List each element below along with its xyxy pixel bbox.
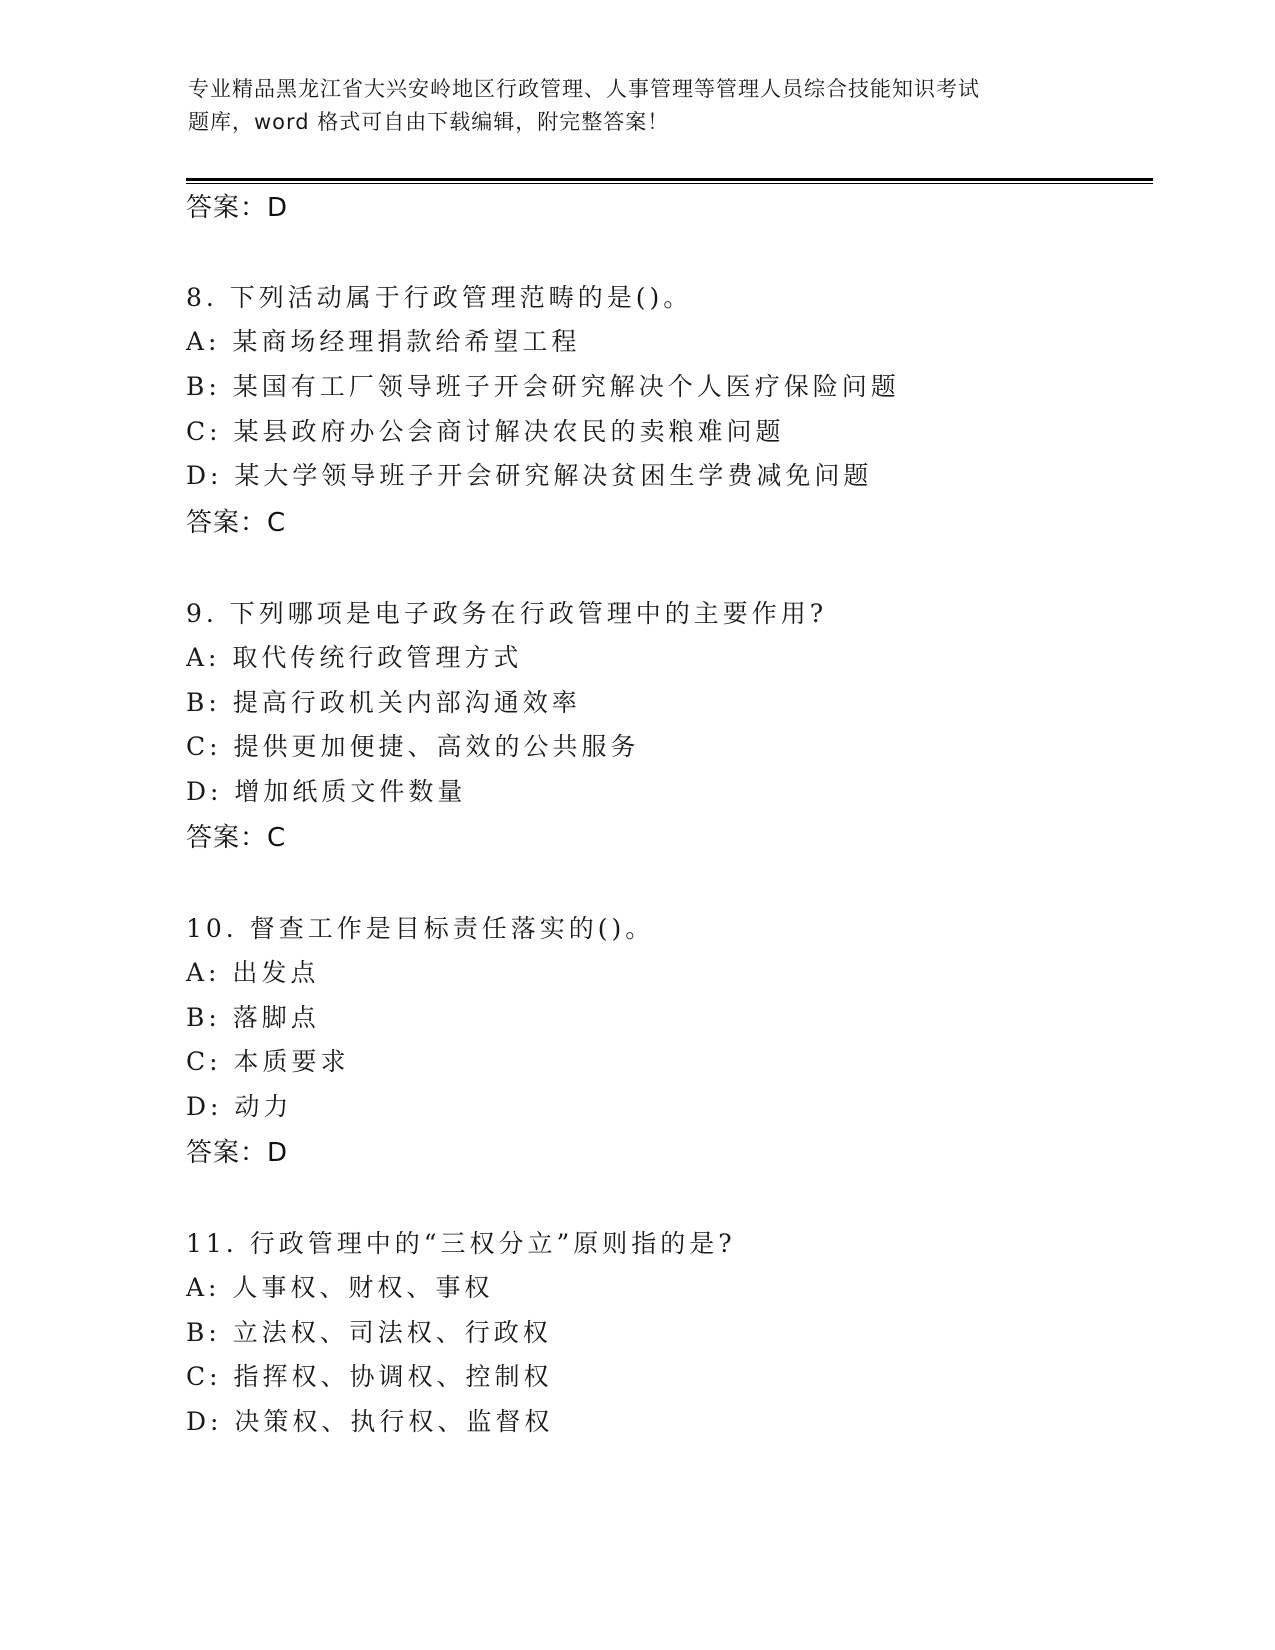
question-9-stem: 9. 下列哪项是电子政务在行政管理中的主要作用? — [186, 599, 828, 628]
question-10-option-c: C: 本质要求 — [186, 1047, 350, 1076]
question-9-option-b: B: 提高行政机关内部沟通效率 — [186, 688, 581, 717]
question-8-option-c: C: 某县政府办公会商讨解决农民的卖粮难问题 — [186, 417, 785, 446]
question-9-option-c: C: 提供更加便捷、高效的公共服务 — [186, 732, 640, 761]
header-divider-thick — [186, 178, 1153, 181]
question-9-option-a: A: 取代传统行政管理方式 — [186, 643, 523, 672]
question-11-option-d: D: 决策权、执行权、监督权 — [186, 1407, 554, 1436]
document-header — [188, 73, 1088, 139]
question-9-option-d: D: 增加纸质文件数量 — [186, 777, 467, 806]
question-10-option-d: D: 动力 — [186, 1092, 293, 1121]
question-11-stem: 11. 行政管理中的“三权分立”原则指的是? — [186, 1229, 736, 1258]
answer-previous: 答案：D — [186, 193, 289, 223]
question-8-answer: 答案：C — [186, 508, 287, 538]
header-line-1: 专业精品黑龙江省大兴安岭地区行政管理、人事管理等管理人员综合技能知识考试 — [188, 77, 980, 101]
question-11-option-b: B: 立法权、司法权、行政权 — [186, 1318, 552, 1347]
question-8-stem: 8. 下列活动属于行政管理范畴的是()。 — [186, 283, 693, 312]
question-10-answer: 答案：D — [186, 1138, 289, 1168]
question-9-answer: 答案：C — [186, 823, 287, 853]
question-8-option-d: D: 某大学领导班子开会研究解决贫困生学费减免问题 — [186, 461, 873, 490]
question-10-option-b: B: 落脚点 — [186, 1003, 320, 1032]
question-10-stem: 10. 督查工作是目标责任落实的()。 — [186, 914, 655, 943]
question-8-option-b: B: 某国有工厂领导班子开会研究解决个人医疗保险问题 — [186, 372, 900, 401]
question-11-option-c: C: 指挥权、协调权、控制权 — [186, 1362, 553, 1391]
question-10-option-a: A: 出发点 — [186, 958, 320, 987]
header-divider-thin — [186, 183, 1153, 184]
question-8-option-a: A: 某商场经理捐款给希望工程 — [186, 327, 581, 356]
question-11-option-a: A: 人事权、财权、事权 — [186, 1273, 494, 1302]
header-line-2: 题库，word 格式可自由下载编辑，附完整答案！ — [188, 110, 670, 134]
